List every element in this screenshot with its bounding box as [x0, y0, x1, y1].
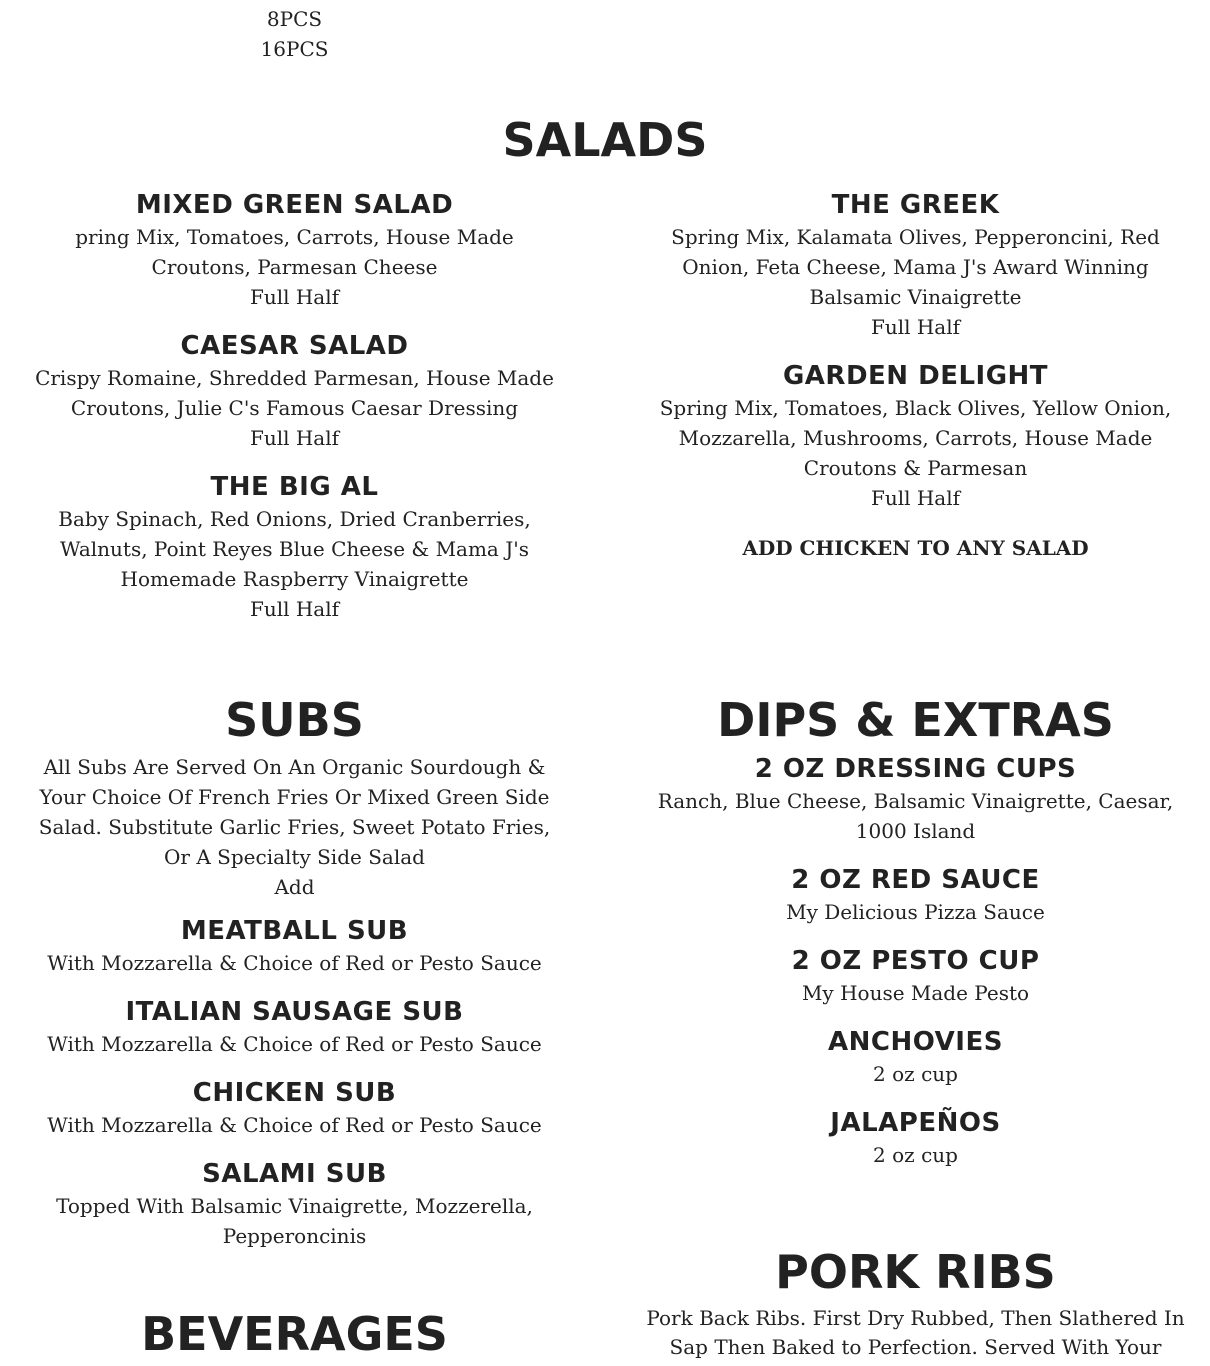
salad-description: Spring Mix, Kalamata Olives, Pepperoncini, Red Onion, Feta Cheese, Mama J's Award Winning Balsamic Vinaigrette — [671, 225, 1160, 309]
dip-description: Ranch, Blue Cheese, Balsamic Vinaigrette, Caesar, 1000 Island — [657, 789, 1174, 843]
sub-item — [0, 914, 589, 978]
pork-ribs-description: Pork Back Ribs. First Dry Rubbed, Then Slathered In Sap Then Baked to Perfection. Served With Your — [646, 1306, 1185, 1359]
pork-ribs-heading: PORK RIBS — [775, 1245, 1056, 1299]
dip-description: 2 oz cup — [873, 1062, 958, 1086]
salad-description: pring Mix, Tomatoes, Carrots, House Made Croutons, Parmesan Cheese — [75, 225, 514, 279]
salads-heading: SALADS — [502, 113, 708, 167]
salad-title: CAESAR SALAD — [180, 331, 409, 361]
dip-description: My House Made Pesto — [801, 981, 1030, 1005]
salad-price-options: Full Half — [870, 486, 961, 510]
sub-title: MEATBALL SUB — [180, 916, 409, 946]
salad-item — [0, 188, 589, 312]
subs-intro-text: All Subs Are Served On An Organic Sourdough & Your Choice Of French Fries Or Mixed Green Side Salad. Substitute Garlic Fries, Sweet Potato Fries, Or A Specialty Side Salad — [38, 755, 551, 869]
dips-heading: DIPS & EXTRAS — [717, 693, 1114, 747]
sub-item — [0, 995, 589, 1059]
add-chicken-note: ADD CHICKEN TO ANY SALAD — [742, 536, 1089, 560]
salad-item — [0, 329, 589, 453]
salad-price-options: Full Half — [249, 597, 340, 621]
salad-title: THE GREEK — [831, 190, 1000, 220]
salad-price-options: Full Half — [249, 426, 340, 450]
salad-item — [621, 188, 1210, 342]
dip-item — [621, 1025, 1210, 1089]
beverages-section — [0, 1302, 589, 1366]
sub-description: With Mozzarella & Choice of Red or Pesto Sauce — [47, 1113, 542, 1137]
sub-item — [0, 1076, 589, 1140]
salad-item — [0, 470, 589, 624]
salads-left-column — [0, 188, 589, 641]
salad-description: Baby Spinach, Red Onions, Dried Cranberries, Walnuts, Point Reyes Blue Cheese & Mama J's Homemade Raspberry Vinaigrette — [58, 507, 531, 591]
dips-section — [621, 688, 1210, 1187]
sub-description: With Mozzarella & Choice of Red or Pesto Sauce — [47, 951, 542, 975]
dip-item — [621, 1106, 1210, 1170]
subs-intro — [0, 752, 589, 902]
sub-description: With Mozzarella & Choice of Red or Pesto Sauce — [47, 1032, 542, 1056]
sub-title: CHICKEN SUB — [192, 1078, 397, 1108]
salad-price-options: Full Half — [870, 315, 961, 339]
salad-description: Crispy Romaine, Shredded Parmesan, House Made Croutons, Julie C's Famous Caesar Dressing — [35, 366, 554, 420]
subs-section — [0, 688, 589, 1268]
sub-title: SALAMI SUB — [202, 1159, 387, 1189]
salad-description: Spring Mix, Tomatoes, Black Olives, Yellow Onion, Mozzarella, Mushrooms, Carrots, House Made Croutons & Parmesan — [659, 396, 1172, 480]
salad-item — [621, 359, 1210, 513]
subs-heading: SUBS — [225, 693, 364, 747]
size-list — [0, 4, 589, 64]
size-8pcs: 8PCS — [266, 7, 323, 31]
salad-price-options: Full Half — [249, 285, 340, 309]
salad-title: THE BIG AL — [210, 472, 379, 502]
salad-title: MIXED GREEN SALAD — [135, 190, 454, 220]
sub-item — [0, 1157, 589, 1251]
dip-title: ANCHOVIES — [828, 1027, 1003, 1057]
salad-title: GARDEN DELIGHT — [782, 361, 1049, 391]
size-16pcs: 16PCS — [260, 37, 329, 61]
sub-description: Topped With Balsamic Vinaigrette, Mozzerella, Pepperoncinis — [56, 1194, 533, 1248]
salads-section-heading — [0, 108, 1210, 172]
dip-item — [621, 944, 1210, 1008]
dip-item — [621, 752, 1210, 846]
sub-title: ITALIAN SAUSAGE SUB — [125, 997, 464, 1027]
dip-title: 2 OZ RED SAUCE — [791, 865, 1040, 895]
dip-item — [621, 863, 1210, 927]
dip-description: My Delicious Pizza Sauce — [786, 900, 1045, 924]
beverages-heading: BEVERAGES — [141, 1307, 448, 1361]
dip-description: 2 oz cup — [873, 1143, 958, 1167]
salads-right-column — [621, 188, 1210, 563]
dip-title: JALAPEÑOS — [830, 1108, 1001, 1138]
subs-intro-add: Add — [274, 875, 315, 899]
pork-ribs-section — [621, 1240, 1210, 1362]
dip-title: 2 OZ PESTO CUP — [791, 946, 1040, 976]
dip-title: 2 OZ DRESSING CUPS — [754, 754, 1077, 784]
